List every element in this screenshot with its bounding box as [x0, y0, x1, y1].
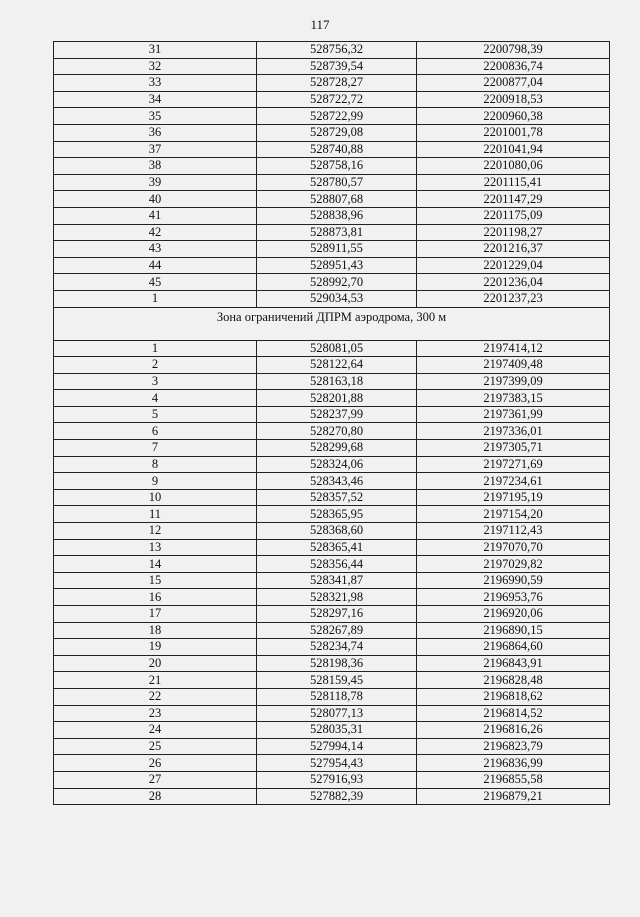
point-number-cell: 37 [54, 141, 257, 158]
table-row [54, 274, 610, 291]
y-coordinate-cell: 2200877,04 [417, 75, 610, 92]
x-coordinate-cell: 528728,27 [257, 75, 417, 92]
x-coordinate-cell: 528198,36 [257, 655, 417, 672]
table-row [54, 290, 610, 307]
point-number-cell: 28 [54, 788, 257, 805]
point-number-cell: 2 [54, 357, 257, 374]
x-coordinate-cell: 528722,99 [257, 108, 417, 125]
point-number-cell: 41 [54, 207, 257, 224]
y-coordinate-cell: 2197336,01 [417, 423, 610, 440]
x-coordinate-cell: 528077,13 [257, 705, 417, 722]
point-number-cell: 16 [54, 589, 257, 606]
x-coordinate-cell: 528365,95 [257, 506, 417, 523]
x-coordinate-cell: 528118,78 [257, 688, 417, 705]
table-row [54, 622, 610, 639]
x-coordinate-cell: 528756,32 [257, 42, 417, 59]
y-coordinate-cell: 2196920,06 [417, 606, 610, 623]
table-row [54, 158, 610, 175]
point-number-cell: 3 [54, 373, 257, 390]
point-number-cell: 14 [54, 556, 257, 573]
point-number-cell: 44 [54, 257, 257, 274]
x-coordinate-cell: 528321,98 [257, 589, 417, 606]
table-row [54, 91, 610, 108]
y-coordinate-cell: 2197383,15 [417, 390, 610, 407]
table-row [54, 423, 610, 440]
table-row [54, 589, 610, 606]
table-row [54, 340, 610, 357]
y-coordinate-cell: 2196890,15 [417, 622, 610, 639]
y-coordinate-cell: 2196818,62 [417, 688, 610, 705]
y-coordinate-cell: 2196953,76 [417, 589, 610, 606]
y-coordinate-cell: 2196864,60 [417, 639, 610, 656]
x-coordinate-cell: 528081,05 [257, 340, 417, 357]
table-row [54, 539, 610, 556]
table-row [54, 755, 610, 772]
x-coordinate-cell: 527994,14 [257, 738, 417, 755]
y-coordinate-cell: 2201001,78 [417, 124, 610, 141]
point-number-cell: 17 [54, 606, 257, 623]
y-coordinate-cell: 2197361,99 [417, 406, 610, 423]
table-row [54, 556, 610, 573]
point-number-cell: 1 [54, 290, 257, 307]
table-row [54, 373, 610, 390]
x-coordinate-cell: 528159,45 [257, 672, 417, 689]
coordinates-table [53, 41, 610, 805]
point-number-cell: 40 [54, 191, 257, 208]
y-coordinate-cell: 2197271,69 [417, 456, 610, 473]
x-coordinate-cell: 527954,43 [257, 755, 417, 772]
point-number-cell: 27 [54, 771, 257, 788]
y-coordinate-cell: 2197399,09 [417, 373, 610, 390]
table-row [54, 523, 610, 540]
table-row [54, 639, 610, 656]
x-coordinate-cell: 528740,88 [257, 141, 417, 158]
y-coordinate-cell: 2197154,20 [417, 506, 610, 523]
x-coordinate-cell: 528357,52 [257, 489, 417, 506]
table-row [54, 572, 610, 589]
point-number-cell: 19 [54, 639, 257, 656]
table-row [54, 42, 610, 59]
point-number-cell: 8 [54, 456, 257, 473]
section-header-group [54, 307, 610, 340]
x-coordinate-cell: 528951,43 [257, 257, 417, 274]
y-coordinate-cell: 2197029,82 [417, 556, 610, 573]
table-row [54, 456, 610, 473]
y-coordinate-cell: 2201236,04 [417, 274, 610, 291]
section-title: Зона ограничений ДПРМ аэродрома, 300 м [54, 307, 610, 340]
point-number-cell: 9 [54, 473, 257, 490]
y-coordinate-cell: 2201041,94 [417, 141, 610, 158]
table-row [54, 357, 610, 374]
y-coordinate-cell: 2197234,61 [417, 473, 610, 490]
point-number-cell: 42 [54, 224, 257, 241]
y-coordinate-cell: 2196823,79 [417, 738, 610, 755]
x-coordinate-cell: 528122,64 [257, 357, 417, 374]
x-coordinate-cell: 528299,68 [257, 440, 417, 457]
x-coordinate-cell: 528297,16 [257, 606, 417, 623]
x-coordinate-cell: 528163,18 [257, 373, 417, 390]
page-number: 117 [310, 17, 330, 32]
table-row [54, 788, 610, 805]
y-coordinate-cell: 2201115,41 [417, 174, 610, 191]
y-coordinate-cell: 2196814,52 [417, 705, 610, 722]
table-row [54, 257, 610, 274]
point-number-cell: 5 [54, 406, 257, 423]
x-coordinate-cell: 527916,93 [257, 771, 417, 788]
table-row [54, 473, 610, 490]
point-number-cell: 45 [54, 274, 257, 291]
coordinates-table-part-1 [54, 42, 610, 308]
y-coordinate-cell: 2200836,74 [417, 58, 610, 75]
point-number-cell: 1 [54, 340, 257, 357]
x-coordinate-cell: 528722,72 [257, 91, 417, 108]
y-coordinate-cell: 2197112,43 [417, 523, 610, 540]
table-row [54, 124, 610, 141]
point-number-cell: 35 [54, 108, 257, 125]
x-coordinate-cell: 528780,57 [257, 174, 417, 191]
y-coordinate-cell: 2201080,06 [417, 158, 610, 175]
point-number-cell: 7 [54, 440, 257, 457]
y-coordinate-cell: 2200960,38 [417, 108, 610, 125]
y-coordinate-cell: 2201229,04 [417, 257, 610, 274]
table-row [54, 390, 610, 407]
x-coordinate-cell: 528911,55 [257, 241, 417, 258]
section-header-row [54, 307, 610, 340]
point-number-cell: 20 [54, 655, 257, 672]
y-coordinate-cell: 2197195,19 [417, 489, 610, 506]
table-row [54, 655, 610, 672]
point-number-cell: 31 [54, 42, 257, 59]
table-row [54, 606, 610, 623]
y-coordinate-cell: 2201237,23 [417, 290, 610, 307]
table-row [54, 688, 610, 705]
x-coordinate-cell: 527882,39 [257, 788, 417, 805]
x-coordinate-cell: 528873,81 [257, 224, 417, 241]
table-row [54, 75, 610, 92]
y-coordinate-cell: 2200798,39 [417, 42, 610, 59]
table-row [54, 141, 610, 158]
point-number-cell: 32 [54, 58, 257, 75]
point-number-cell: 34 [54, 91, 257, 108]
x-coordinate-cell: 528368,60 [257, 523, 417, 540]
table-row [54, 672, 610, 689]
point-number-cell: 38 [54, 158, 257, 175]
point-number-cell: 18 [54, 622, 257, 639]
x-coordinate-cell: 528838,96 [257, 207, 417, 224]
point-number-cell: 13 [54, 539, 257, 556]
x-coordinate-cell: 528807,68 [257, 191, 417, 208]
table-row [54, 440, 610, 457]
point-number-cell: 15 [54, 572, 257, 589]
point-number-cell: 24 [54, 722, 257, 739]
table-row [54, 224, 610, 241]
y-coordinate-cell: 2197414,12 [417, 340, 610, 357]
x-coordinate-cell: 528267,89 [257, 622, 417, 639]
table-row [54, 705, 610, 722]
table-row [54, 174, 610, 191]
point-number-cell: 11 [54, 506, 257, 523]
table-row [54, 489, 610, 506]
table-row [54, 58, 610, 75]
y-coordinate-cell: 2196816,26 [417, 722, 610, 739]
point-number-cell: 26 [54, 755, 257, 772]
table-row [54, 506, 610, 523]
table-row [54, 207, 610, 224]
x-coordinate-cell: 528343,46 [257, 473, 417, 490]
y-coordinate-cell: 2201147,29 [417, 191, 610, 208]
x-coordinate-cell: 528729,08 [257, 124, 417, 141]
table-row [54, 738, 610, 755]
point-number-cell: 33 [54, 75, 257, 92]
point-number-cell: 39 [54, 174, 257, 191]
y-coordinate-cell: 2197305,71 [417, 440, 610, 457]
y-coordinate-cell: 2200918,53 [417, 91, 610, 108]
table-row [54, 406, 610, 423]
x-coordinate-cell: 528270,80 [257, 423, 417, 440]
table-row [54, 108, 610, 125]
point-number-cell: 12 [54, 523, 257, 540]
x-coordinate-cell: 528234,74 [257, 639, 417, 656]
point-number-cell: 25 [54, 738, 257, 755]
x-coordinate-cell: 528035,31 [257, 722, 417, 739]
y-coordinate-cell: 2196828,48 [417, 672, 610, 689]
y-coordinate-cell: 2196855,58 [417, 771, 610, 788]
x-coordinate-cell: 528237,99 [257, 406, 417, 423]
y-coordinate-cell: 2196990,59 [417, 572, 610, 589]
x-coordinate-cell: 528758,16 [257, 158, 417, 175]
y-coordinate-cell: 2196836,99 [417, 755, 610, 772]
x-coordinate-cell: 528356,44 [257, 556, 417, 573]
point-number-cell: 22 [54, 688, 257, 705]
y-coordinate-cell: 2201216,37 [417, 241, 610, 258]
point-number-cell: 36 [54, 124, 257, 141]
y-coordinate-cell: 2196879,21 [417, 788, 610, 805]
table-row [54, 722, 610, 739]
y-coordinate-cell: 2196843,91 [417, 655, 610, 672]
x-coordinate-cell: 529034,53 [257, 290, 417, 307]
x-coordinate-cell: 528992,70 [257, 274, 417, 291]
x-coordinate-cell: 528341,87 [257, 572, 417, 589]
x-coordinate-cell: 528739,54 [257, 58, 417, 75]
table-row [54, 241, 610, 258]
table-row [54, 771, 610, 788]
x-coordinate-cell: 528365,41 [257, 539, 417, 556]
x-coordinate-cell: 528201,88 [257, 390, 417, 407]
y-coordinate-cell: 2197070,70 [417, 539, 610, 556]
point-number-cell: 4 [54, 390, 257, 407]
x-coordinate-cell: 528324,06 [257, 456, 417, 473]
coordinates-table-part-2 [54, 340, 610, 805]
y-coordinate-cell: 2201175,09 [417, 207, 610, 224]
point-number-cell: 21 [54, 672, 257, 689]
point-number-cell: 6 [54, 423, 257, 440]
y-coordinate-cell: 2197409,48 [417, 357, 610, 374]
y-coordinate-cell: 2201198,27 [417, 224, 610, 241]
point-number-cell: 43 [54, 241, 257, 258]
table-row [54, 191, 610, 208]
point-number-cell: 10 [54, 489, 257, 506]
point-number-cell: 23 [54, 705, 257, 722]
